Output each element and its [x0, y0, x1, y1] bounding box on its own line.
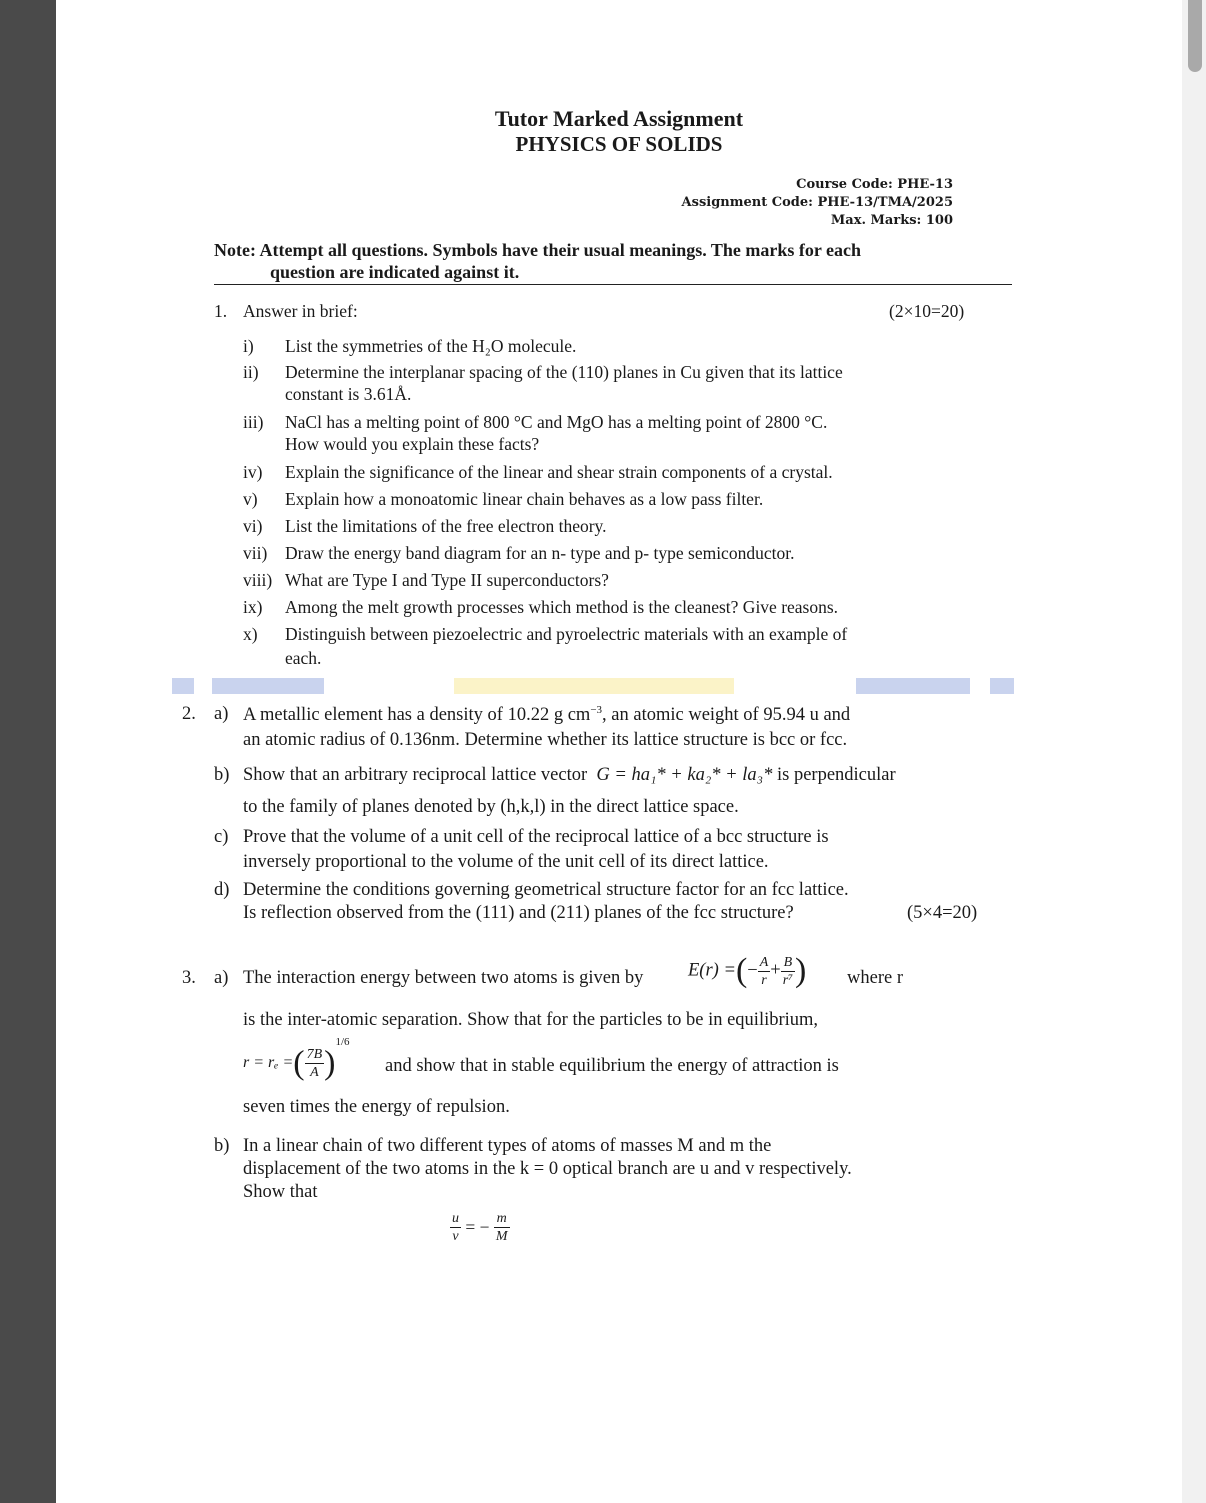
energy-equation: E(r) =(− $\frac{A}{r}$ + $\frac{B}{\text{r⁷}}$ )	[688, 952, 807, 989]
q1-item-text: Determine the interplanar spacing of the (110) planes in Cu given that its lattice	[285, 362, 843, 382]
note-line-2: question are indicated against it.	[270, 262, 520, 282]
equilibrium-equation: r = rₑ =( $\frac{7B}{A}$ )$^{1/6}$	[243, 1036, 350, 1082]
q2-c-line-1: Prove that the volume of a unit cell of the reciprocal lattice of a bcc structure is	[243, 827, 829, 847]
scrollbar[interactable]	[1182, 0, 1206, 1503]
q1-item-label: iv)	[243, 462, 263, 482]
displacement-ratio-equation: $\frac{u}{v}$ = − $\frac{m}{M}$	[452, 1211, 508, 1244]
q2-a-line-2: an atomic radius of 0.136nm. Determine whether its lattice structure is bcc or fcc.	[243, 730, 848, 750]
q1-item-text: Explain the significance of the linear and shear strain components of a crystal.	[285, 462, 833, 482]
q3-number: 3.	[182, 968, 196, 988]
header-rule	[214, 284, 1012, 285]
q2-d-line-2: Is reflection observed from the (111) and (211) planes of the fcc structure?	[243, 903, 794, 923]
assignment-code: Assignment Code: PHE-13/TMA/2025	[681, 195, 953, 210]
q3-b-label: b)	[214, 1136, 230, 1156]
q1-item-label: iii)	[243, 412, 264, 432]
q1-item-text: constant is 3.61Å.	[285, 384, 412, 404]
q1-item-label: ii)	[243, 362, 259, 382]
q3-a-line-1-end: where r	[847, 968, 903, 988]
q2-c-label: c)	[214, 827, 229, 847]
scrollbar-thumb[interactable]	[1188, 0, 1202, 72]
max-marks: Max. Marks: 100	[830, 213, 953, 228]
q1-item-text: What are Type I and Type II superconductors?	[285, 570, 609, 590]
q1-marks: (2×10=20)	[889, 301, 965, 321]
q1-item-label: vi)	[243, 516, 263, 536]
q1-item-label: i)	[243, 336, 254, 356]
q3-a-line-3: and show that in stable equilibrium the energy of attraction is	[385, 1056, 839, 1076]
q3-b-line-1: In a linear chain of two different types of atoms of masses M and m the	[243, 1136, 772, 1156]
q2-d-line-1: Determine the conditions governing geometrical structure factor for an fcc lattice.	[243, 880, 849, 900]
q1-item-text: How would you explain these facts?	[285, 434, 540, 454]
q1-item-text: NaCl has a melting point of 800 °C and MgO has a melting point of 2800 °C.	[285, 412, 828, 432]
q3-a-label: a)	[214, 968, 229, 988]
q1-item-text: Among the melt growth processes which method is the cleanest? Give reasons.	[285, 597, 839, 617]
q1-item-label: x)	[243, 624, 258, 644]
q1-item-text: each.	[285, 648, 322, 668]
q1-item-text: Draw the energy band diagram for an n- type and p- type semiconductor.	[285, 543, 795, 563]
q2-a-label: a)	[214, 704, 229, 724]
note-line-1: Note: Attempt all questions. Symbols have their usual meanings. The marks for each	[214, 240, 862, 260]
q2-b-line-2: to the family of planes denoted by (h,k,l) in the direct lattice space.	[243, 797, 739, 817]
q1-item-label: viii)	[243, 570, 273, 590]
q1-item-text: Explain how a monoatomic linear chain behaves as a low pass filter.	[285, 489, 764, 509]
scan-artifact-band	[856, 678, 970, 694]
q2-b-line-1: Show that an arbitrary reciprocal lattice vector G = ha₁* + ka₂* + la₃* is perpendicular	[243, 765, 896, 785]
q1-item-label: ix)	[243, 597, 263, 617]
q2-d-label: d)	[214, 880, 230, 900]
q1-item-text: Distinguish between piezoelectric and pyroelectric materials with an example of	[285, 624, 848, 644]
q2-number: 2.	[182, 704, 196, 724]
page-title: Tutor Marked Assignment	[494, 106, 744, 131]
q3-a-line-2: is the inter-atomic separation. Show that for the particles to be in equilibrium,	[243, 1010, 819, 1030]
q1-item-label: v)	[243, 489, 258, 509]
scan-artifact-band	[212, 678, 324, 694]
q1-item-label: vii)	[243, 543, 268, 563]
scan-artifact-band	[172, 678, 194, 694]
document-page	[56, 0, 1182, 1503]
reciprocal-vector: G = ha₁* + ka₂* + la₃*	[596, 765, 773, 785]
q3-b-line-3: Show that	[243, 1182, 318, 1202]
q1-item-text: List the symmetries of the H₂O molecule.	[285, 336, 577, 356]
scan-artifact-band	[990, 678, 1014, 694]
q2-b-label: b)	[214, 765, 230, 785]
q1-stem: Answer in brief:	[243, 301, 358, 321]
scan-artifact-band	[454, 678, 734, 694]
q2-a-line-1: A metallic element has a density of 10.22 g $cm^{-3}$, an atomic weight of 95.94 u and	[243, 704, 851, 726]
page-subtitle: PHYSICS OF SOLIDS	[515, 132, 723, 156]
q1-item-text: List the limitations of the free electron theory.	[285, 516, 607, 536]
course-code: Course Code: PHE-13	[796, 177, 953, 192]
q2-c-line-2: inversely proportional to the volume of the unit cell of its direct lattice.	[243, 852, 769, 872]
q2-marks: (5×4=20)	[907, 903, 978, 923]
q3-a-line-4: seven times the energy of repulsion.	[243, 1097, 510, 1117]
q1-number: 1.	[214, 301, 228, 321]
q3-a-line-1: The interaction energy between two atoms is given by	[243, 968, 644, 988]
q3-b-line-2: displacement of the two atoms in the k = 0 optical branch are u and v respectively.	[243, 1159, 852, 1179]
